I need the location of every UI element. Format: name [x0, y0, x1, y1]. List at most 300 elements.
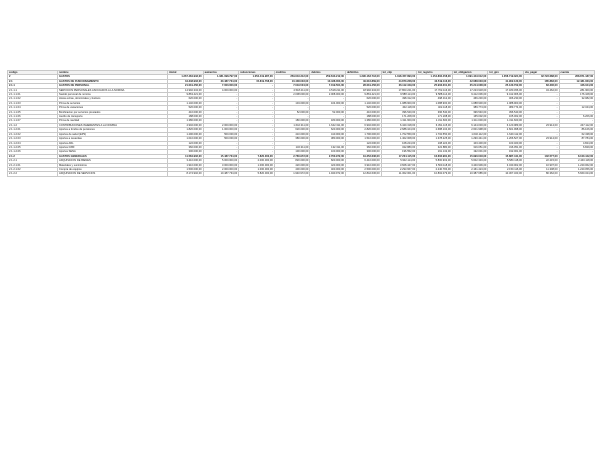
cell-value: 1.642.311,00	[274, 123, 310, 127]
cell-value: 4.902.000,00	[168, 123, 204, 127]
spreadsheet	[7, 70, 594, 177]
cell-value: 12.344,00	[559, 106, 595, 110]
cell-value: 171.208,00	[381, 115, 417, 119]
cell-value: -	[239, 84, 275, 88]
cell-value: 15.487.734,00	[203, 154, 239, 158]
cell-value: 22.215,00	[523, 159, 559, 163]
cell-value: 5.602.333,00	[452, 159, 488, 163]
cell-value: 1.311.600,00	[381, 119, 417, 123]
cell-value: 1.702.550,00	[381, 132, 417, 136]
cell-value: 1.290.000,00	[168, 132, 204, 136]
cell-value: 1.510.000,00	[345, 137, 381, 141]
cell-value: -	[559, 101, 595, 105]
cell-value: 32.723.688,00	[523, 75, 559, 79]
cell-value: 1.311.600,00	[452, 119, 488, 123]
cell-value: 103.400,00	[452, 141, 488, 145]
cell-value: 1.402.008,00	[381, 137, 417, 141]
cell-value: 10.907,00	[523, 163, 559, 167]
cell-code: 2.1.1.2.01	[8, 128, 58, 132]
cell-code: 2.1.2.1.02	[8, 167, 58, 171]
cell-value: -	[203, 119, 239, 123]
cell-value: 520.000,00	[168, 106, 204, 110]
cell-value: 281.900,00	[559, 88, 595, 92]
cell-value: 1.154.802.458,00	[417, 75, 453, 79]
cell-code: 2.1.1.1.04	[8, 106, 58, 110]
cell-value: 1.290.441,00	[452, 137, 488, 141]
cell-value: 389.774,00	[452, 106, 488, 110]
cell-value: 2.293.667,00	[381, 167, 417, 171]
cell-value: -	[239, 132, 275, 136]
cell-value: -	[523, 110, 559, 114]
cell-value: 6.410.000,00	[345, 159, 381, 163]
cell-code: 2.1.2.2	[8, 172, 58, 176]
cell-value: 1.311.600,00	[488, 119, 524, 123]
cell-value: -	[203, 93, 239, 97]
cell-name: SERVICIOS PERSONALES ASOCIADOS A LA NOMINA	[58, 88, 168, 92]
cell-value: 620.000,00	[274, 128, 310, 132]
cell-value: -	[239, 119, 275, 123]
cell-value: 103.400,00	[488, 141, 524, 145]
cell-value: 180.000,00	[274, 119, 310, 123]
cell-value: 9.412.006,00	[488, 93, 524, 97]
column-header[interactable]: tot_obligacion	[452, 71, 488, 75]
cell-code: 2.1.1.1.06	[8, 115, 58, 119]
cell-value: 1.000.000,00	[239, 167, 275, 171]
cell-value: 1.088.900,00	[417, 101, 453, 105]
cell-value: 16.602.981,00	[417, 154, 453, 158]
cell-value: 11.584.902,00	[168, 154, 204, 158]
cell-value: 7.000.000,00	[203, 84, 239, 88]
cell-value: 2.601.998,00	[452, 128, 488, 132]
cell-value: -	[310, 97, 346, 101]
cell-value: 410.000,00	[274, 132, 310, 136]
cell-value: 498.312,00	[417, 97, 453, 101]
cell-value: 410.000,00	[168, 110, 204, 114]
cell-value: 396.540,00	[381, 110, 417, 114]
cell-value: 322.880,00	[417, 145, 453, 149]
cell-value: 17.180.456,00	[488, 88, 524, 92]
cell-code: 2.1.1.2.05	[8, 145, 58, 149]
cell-value: 188.000,00	[168, 115, 204, 119]
cell-value: -	[239, 141, 275, 145]
column-header[interactable]: debitos	[310, 71, 346, 75]
cell-value: 389.774,00	[488, 106, 524, 110]
cell-value: -	[523, 93, 559, 97]
cell-value: 1.140.000,00	[168, 101, 204, 105]
cell-value: 42.088.003,00	[452, 79, 488, 83]
cell-value: 1.380.000,00	[168, 119, 204, 123]
cell-value: 500.000,00	[203, 132, 239, 136]
cell-value: 5.660.324,00	[559, 172, 595, 176]
cell-value: -	[523, 145, 559, 149]
cell-value: 360.000,00	[345, 145, 381, 149]
cell-code: 2.1.1.1.03	[8, 101, 58, 105]
cell-value: 25.214.008,00	[452, 84, 488, 88]
cell-value: 10.802.079,00	[417, 172, 453, 176]
cell-name: Prima de vacaciones	[58, 106, 168, 110]
cell-value: 1.000.000,00	[239, 163, 275, 167]
cell-value: 2.820.000,00	[345, 128, 381, 132]
cell-value: 1.088.900,00	[488, 101, 524, 105]
cell-value: 1.642.311,00	[310, 123, 346, 127]
cell-value: 100.000,00	[310, 150, 346, 154]
cell-value: -	[523, 128, 559, 132]
cell-value: 6.420.318,00	[381, 123, 417, 127]
cell-value: -	[203, 106, 239, 110]
cell-value: 820.000,00	[310, 159, 346, 163]
cell-value: 62.438,00	[559, 132, 595, 136]
cell-value: -	[274, 141, 310, 145]
cell-value: 52.000,00	[310, 110, 346, 114]
cell-value: 17.702.116,00	[417, 88, 453, 92]
cell-value: -	[203, 101, 239, 105]
cell-value: 1.702.550,00	[417, 132, 453, 136]
cell-value: 9.588.114,00	[381, 93, 417, 97]
cell-value: 498.312,00	[381, 97, 417, 101]
cell-value: -	[523, 150, 559, 154]
cell-value: 402.118,00	[417, 106, 453, 110]
cell-name: Compra de equipos	[58, 167, 168, 171]
cell-value: 420.000,00	[274, 163, 310, 167]
cell-value: 300.000,00	[345, 150, 381, 154]
cell-value: 26.112.349,00	[381, 84, 417, 88]
cell-code: 2.1.2	[8, 154, 58, 158]
cell-value: -	[203, 141, 239, 145]
cell-value: 41.902.120,00	[488, 79, 524, 83]
cell-code: 2.1.1.1.07	[8, 119, 58, 123]
cell-value: 500.000,00	[203, 137, 239, 141]
cell-value: 6.902.000,00	[345, 123, 381, 127]
cell-value: -	[203, 110, 239, 114]
cell-value: 5.000.000,00	[203, 159, 239, 163]
cell-value: 466.230,00	[452, 97, 488, 101]
cell-value: -	[274, 115, 310, 119]
cell-value: 446.044,00	[559, 84, 595, 88]
cell-value: -	[523, 119, 559, 123]
cell-value: 1.380.000,00	[345, 119, 381, 123]
cell-value: 80.362,00	[523, 172, 559, 176]
cell-value: 1.052.419.987,00	[239, 75, 275, 79]
cell-value: 400.000,00	[310, 167, 346, 171]
cell-name: Materiales y suministros	[58, 163, 168, 167]
cell-value: -	[274, 106, 310, 110]
cell-value: 165.002,00	[488, 115, 524, 119]
table-row[interactable]	[8, 79, 595, 83]
cell-value: 86.106,00	[559, 128, 595, 132]
cell-value: 23.914,00	[523, 137, 559, 141]
cell-value: -	[559, 110, 595, 114]
cell-value: -	[239, 145, 275, 149]
cell-value: 2.440.118,00	[559, 159, 595, 163]
cell-value: 2.688.104,00	[381, 128, 417, 132]
cell-value: -	[203, 97, 239, 101]
cell-value: 17.223.918,00	[452, 88, 488, 92]
cell-value: 3.440.909,00	[452, 163, 488, 167]
cell-value: 2.601.998,00	[488, 128, 524, 132]
cell-value: 7.019.504,00	[310, 84, 346, 88]
cell-code: 2.1.1.1	[8, 88, 58, 92]
cell-value: 4.518.211,00	[310, 88, 346, 92]
column-header[interactable]: creditos	[274, 71, 310, 75]
cell-value: 820.000,00	[274, 159, 310, 163]
column-header[interactable]: cta_pagar	[523, 71, 559, 75]
cell-value: 21.019.456,00	[168, 84, 204, 88]
cell-value: 43.519.116,00	[417, 79, 453, 83]
cell-value: 410.000,00	[345, 110, 381, 114]
cell-value: 188.000,00	[345, 115, 381, 119]
cell-value: 268.871.187,00	[559, 75, 595, 79]
cell-value: 2.760.972,00	[310, 154, 346, 158]
column-header[interactable]: tot_giro	[488, 71, 524, 75]
cell-code: 2.1.2.1	[8, 159, 58, 163]
cell-value: 1.010.000,00	[168, 137, 204, 141]
cell-value: 1.820.000,00	[168, 128, 204, 132]
column-header[interactable]: reducciones	[239, 71, 275, 75]
cell-name: Prima de navidad	[58, 119, 168, 123]
cell-value: 2.688.104,00	[417, 128, 453, 132]
cell-value: 192.001,00	[488, 150, 524, 154]
cell-value: 7.820.000,00	[239, 154, 275, 158]
cell-value: 8.174.902,00	[168, 172, 204, 176]
cell-value: -	[559, 119, 595, 123]
cell-value: 176.108,00	[559, 93, 595, 97]
cell-name: ADQUISICION DE SERVICIOS	[58, 172, 168, 176]
cell-value: 2.008.000,00	[274, 93, 310, 97]
cell-value: -	[310, 141, 346, 145]
cell-value: 1.088.900,00	[452, 101, 488, 105]
column-header[interactable]: aumentos	[203, 71, 239, 75]
cell-value: 10.387.685,00	[452, 172, 488, 176]
cell-value: 108.224,00	[381, 141, 417, 145]
cell-value: 620.000,00	[345, 97, 381, 101]
cell-value: 1.940.972,00	[274, 172, 310, 176]
cell-value: -	[559, 150, 595, 154]
cell-code: 2.1.1.2.03	[8, 137, 58, 141]
cell-value: 19.252.636,00	[345, 154, 381, 158]
table-row[interactable]	[8, 88, 595, 92]
cell-name: Aportes ARL	[58, 141, 168, 145]
cell-value: 52.000,00	[274, 110, 310, 114]
cell-value: 30.487.734,00	[203, 79, 239, 83]
cell-value: 43.462,00	[523, 88, 559, 92]
cell-value: -	[523, 97, 559, 101]
cell-value: 100.000,00	[274, 150, 310, 154]
cell-value: 4.000.000,00	[203, 88, 239, 92]
cell-value: -	[239, 137, 275, 141]
column-header[interactable]: tot_cdp	[381, 71, 417, 75]
cell-value: -	[239, 88, 275, 92]
cell-value: 259.643.212,00	[274, 75, 310, 79]
cell-value: 6.829,00	[559, 145, 595, 149]
column-header[interactable]: nombre	[58, 71, 168, 75]
cell-code: 2.1.1.1.05	[8, 110, 58, 114]
cell-value: 3.410.000,00	[168, 159, 204, 163]
cell-value: 1.790.000,00	[345, 132, 381, 136]
cell-value: 104.000,00	[310, 101, 346, 105]
cell-value: 380.000,00	[310, 137, 346, 141]
cell-value: 402.118,00	[381, 106, 417, 110]
cell-value: 12.481.063,00	[559, 79, 595, 83]
cell-value: 122.000,00	[168, 141, 204, 145]
cell-value: 1.381.098.797,00	[203, 75, 239, 79]
cell-value: 14.992.334,00	[168, 88, 204, 92]
cell-value: 165.002,00	[452, 115, 488, 119]
cell-value: -	[523, 115, 559, 119]
cell-value: 1.220.056,00	[559, 167, 595, 171]
cell-value: 122.000,00	[345, 141, 381, 145]
cell-value: -	[523, 101, 559, 105]
column-header[interactable]: codigo	[8, 71, 58, 75]
cell-value: 9.588.114,00	[417, 93, 453, 97]
cell-value: 108.224,00	[417, 141, 453, 145]
cell-value: 420.000,00	[310, 163, 346, 167]
cell-value: 2.000.000,00	[239, 159, 275, 163]
cell-value: 1.500.000,00	[168, 167, 204, 171]
cell-value: 2.008.000,00	[310, 93, 346, 97]
cell-value: 2.000.000,00	[203, 123, 239, 127]
cell-value: 32.082,00	[559, 97, 595, 101]
cell-value: 410.000,00	[310, 132, 346, 136]
cell-value: 132.311,00	[274, 145, 310, 149]
cell-value: -	[523, 141, 559, 145]
cell-name: Prima de servicios	[58, 101, 168, 105]
cell-code: 2.1.2.1.01	[8, 163, 58, 167]
cell-value: 3.560.118,00	[417, 163, 453, 167]
cell-value: 2.760.972,00	[274, 154, 310, 158]
cell-value: 316.051,00	[452, 145, 488, 149]
cell-value: 5.580.118,00	[488, 159, 524, 163]
cell-value: 34.348.903,00	[168, 79, 204, 83]
cell-name: Auxilio de transporte	[58, 115, 168, 119]
cell-value: 1.220.062,00	[559, 163, 595, 167]
cell-name: Aportes a cesantias	[58, 137, 168, 141]
cell-code: 2	[8, 75, 58, 79]
cell-value: -	[310, 106, 346, 110]
cell-value: 10.438.003,00	[274, 79, 310, 83]
cell-value: 44.870.228,00	[381, 79, 417, 83]
table-body	[8, 75, 595, 176]
cell-value: -	[523, 106, 559, 110]
cell-value: 466.230,00	[488, 97, 524, 101]
cell-value: 17.803.221,00	[381, 88, 417, 92]
cell-code: 2.1.1.2	[8, 123, 58, 127]
cell-code: 2.1.1.2.02	[8, 132, 58, 136]
column-header[interactable]: inicial	[168, 71, 204, 75]
cell-value: 9.863.421,00	[168, 93, 204, 97]
cell-value: 520.000,00	[345, 106, 381, 110]
cell-code: 2.1.1.1.02	[8, 97, 58, 101]
cell-value: 11.308,00	[523, 167, 559, 171]
cell-value: 1.267.484.933,00	[168, 75, 204, 79]
column-header[interactable]: tot_registro	[417, 71, 453, 75]
cell-value: 5.820.000,00	[239, 172, 275, 176]
cell-value: 1.311.600,00	[417, 119, 453, 123]
cell-value: 6.144.003,00	[452, 123, 488, 127]
cell-value: 1.000.000,00	[203, 128, 239, 132]
cell-value: -	[203, 115, 239, 119]
cell-name: Horas extras, dominicales y festivos	[58, 97, 168, 101]
cell-value: 396.540,00	[452, 110, 488, 114]
cell-value: -	[239, 110, 275, 114]
cell-value: 180.000,00	[310, 119, 346, 123]
cell-value: 6.206,00	[559, 115, 595, 119]
cell-value: -	[239, 97, 275, 101]
cell-value: -	[239, 128, 275, 132]
cell-value: 1.910.000,00	[168, 163, 204, 167]
cell-value: 171.208,00	[417, 115, 453, 119]
cell-value: 360.000,00	[168, 145, 204, 149]
cell-value: 25.903.201,00	[417, 84, 453, 88]
cell-code: 2.1.1.2.06	[8, 150, 58, 154]
table-row[interactable]	[8, 172, 595, 176]
cell-value: 192.001,00	[452, 150, 488, 154]
cell-value: 8.100.442,00	[559, 154, 595, 158]
cell-value: 1.640.112,00	[488, 132, 524, 136]
cell-value: 196.552,00	[381, 150, 417, 154]
cell-value: 2.150.116,00	[488, 167, 524, 171]
cell-value: 18.992.334,00	[345, 88, 381, 92]
cell-value: 3.000.000,00	[203, 163, 239, 167]
cell-value: 620.000,00	[168, 97, 204, 101]
cell-value: 4.518.211,00	[274, 88, 310, 92]
cell-value: 1.378.225,00	[417, 137, 453, 141]
cell-value: 9.412.006,00	[452, 93, 488, 97]
cell-value: 2.500.000,00	[345, 167, 381, 171]
cell-name: ADQUISICION DE BIENES	[58, 159, 168, 163]
cell-value: -	[203, 150, 239, 154]
cell-value: 380.000,00	[274, 137, 310, 141]
cell-value: 396.540,00	[488, 110, 524, 114]
budget-table	[7, 70, 595, 177]
cell-value: 3.608.447,00	[381, 163, 417, 167]
cell-value: 10.438.003,00	[310, 79, 346, 83]
cell-value: 2.000.000,00	[203, 167, 239, 171]
cell-name: Sueldo personal de nomina	[58, 93, 168, 97]
cell-value: 1.140.000,00	[345, 101, 381, 105]
cell-value: -	[239, 150, 275, 154]
cell-value: 9.863.421,00	[345, 93, 381, 97]
cell-value: 6.391.115,00	[417, 123, 453, 127]
cell-value: -	[203, 145, 239, 149]
cell-value: 322.880,00	[381, 145, 417, 149]
cell-value: 7.019.504,00	[274, 84, 310, 88]
cell-value: 191.132,00	[417, 150, 453, 154]
cell-name: Aportes ICBF	[58, 145, 168, 149]
cell-value: 87.784,00	[559, 137, 595, 141]
cell-value: 2.240.784,00	[417, 167, 453, 171]
cell-value: 49.016.869,00	[345, 79, 381, 83]
column-header[interactable]: cuenta	[559, 71, 595, 75]
cell-value: -	[239, 101, 275, 105]
cell-value: 259.643.212,00	[310, 75, 346, 79]
cell-value: 104.000,00	[274, 101, 310, 105]
cell-value: 3.430.002,00	[488, 163, 524, 167]
cell-value: 1.198.457.890,00	[381, 75, 417, 79]
cell-value: 17.204.115,00	[381, 154, 417, 158]
cell-value: 3.910.000,00	[345, 163, 381, 167]
cell-value: 247.112,00	[559, 123, 595, 127]
column-header[interactable]: definitivo	[345, 71, 381, 75]
cell-value: 15.887.441,00	[488, 154, 524, 158]
cell-value: 132.311,00	[310, 145, 346, 149]
cell-value: -	[239, 106, 275, 110]
cell-name: GASTOS	[58, 75, 168, 79]
cell-value: 23.914,00	[523, 123, 559, 127]
cell-value: 10.487.734,00	[203, 172, 239, 176]
cell-value: -	[239, 123, 275, 127]
table-row[interactable]	[8, 123, 595, 127]
cell-value: 300.000,00	[168, 150, 204, 154]
